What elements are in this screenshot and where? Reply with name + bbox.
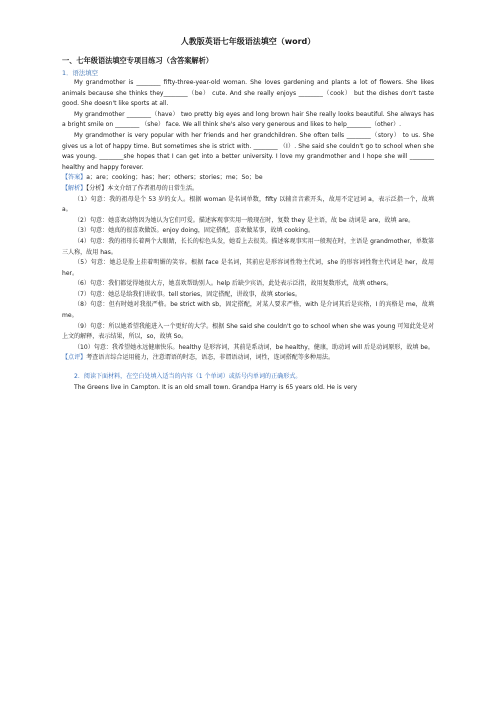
review-line bbox=[62, 353, 434, 364]
passage-paragraph-2: My grandmother ________（have） two pretty big eyes and long brown hair She really looks beautiful. She always has a bright smile on ________ （she） face. We all think she's also very generous and likes to help________（other）. bbox=[62, 110, 434, 129]
passage-paragraph-1: My grandmother is ________ fifty-three-year-old woman. She loves gardening and plants a lot of flowers. She likes animals because she thinks they________（be） cute. And she really enjoys ________（cook） but the dishes don't taste good. She doesn't like sports at all. bbox=[62, 79, 434, 108]
analysis-label: 【解析】 bbox=[62, 184, 87, 192]
question-1-title: 1．语法填空 bbox=[62, 69, 99, 77]
answer-label: 【答案】 bbox=[62, 174, 87, 182]
answer-text: a；are；cooking；has；her；others；stories；me；So；be bbox=[86, 174, 263, 182]
analysis-intro-line bbox=[62, 184, 434, 195]
analysis-item: （7）句意：她总是给我们讲故事。tell stories，固定搭配，讲故事，故填 stories。 bbox=[74, 290, 301, 298]
analysis-item: （1）句意：我的祖母是个 53 岁的女人。根据 woman 是名词单数，fifty 以辅音音素开头，故用不定冠词 a，表示泛指一个，故填 a。 bbox=[62, 195, 434, 214]
analysis-item: （10）句意：我希望她永远健康快乐。healthy 是形容词，其前是系动词，be healthy，健康，助动词 will 后是动词原形，故填 be。 bbox=[74, 343, 434, 351]
review-label: 【点评】 bbox=[62, 354, 87, 362]
analysis-item: （3）句意：她真的很喜欢做饭。enjoy doing，固定搭配，喜欢做某事，故填 cooking。 bbox=[74, 227, 315, 235]
analysis-item: （9）句意：所以她希望我能进入一个更好的大学。根据 She said she couldn't go to school when she was young 可知此处是对上文的解释，表示结果，所以，so，故填 So。 bbox=[62, 322, 434, 341]
analysis-item: （8）句意：但有时她对我很严格。be strict with sb，固定搭配，对某人要求严格，with 是介词其后是宾格，I 的宾格是 me，故填 me。 bbox=[62, 301, 434, 320]
document-title: 人教版英语七年级语法填空（word） bbox=[180, 37, 316, 46]
review-text: 考查语言综合运用能力，注意谓语的时态，语态，非谓语动词，词性，连词搭配等多种用法。 bbox=[86, 354, 335, 362]
passage-paragraph-3: My grandmother is very popular with her friends and her grandchildren. She often tells ________（story） to us. She gives us a lot of happy time. But sometimes she is strict with. ________ （I）. She said she couldn't go to school when she was young. ________she hopes that I can get into a better university. I love my grandmother and I hope she will ________ healthy and happy forever. bbox=[62, 131, 434, 171]
analysis-item: （2）句意：她喜欢动物因为她认为它们可爱。描述客观事实用一般现在时，复数 they 是主语，故 be 动词是 are，故填 are。 bbox=[74, 216, 415, 224]
question-2-passage: The Greens live in Campton. It is an old small town. Grandpa Harry is 65 years old. He is very bbox=[74, 383, 358, 391]
spacer bbox=[62, 364, 434, 372]
analysis-item: （5）句意：她总是脸上挂着明媚的笑容。根据 face 是名词，其前应是形容词性物主代词，she 的形容词性物主代词是 her，故用 her。 bbox=[62, 259, 434, 277]
analysis-item: （6）句意：我们都觉得她很大方，她喜欢帮助别人。help 后缺少宾语，此处表示泛指，故用复数形式，故填 others。 bbox=[74, 280, 393, 288]
analysis-intro: 【分析】本文介绍了作者祖母的日常生活。 bbox=[86, 184, 199, 192]
question-2-title: 2．阅读下面材料，在空白处填入适当的内容（1 个单词）或括号内单词的正确形式。 bbox=[74, 373, 302, 381]
section-heading: 一、七年级语法填空专项目练习（含答案解析） bbox=[62, 56, 213, 65]
answer-line bbox=[62, 173, 434, 184]
analysis-item: （4）句意：我的祖母长着两个大眼睛，长长的棕色头发，她看上去很美。描述客观事实用一般现在时，主语是 grandmother，单数第三人称，故用 has。 bbox=[62, 237, 434, 256]
